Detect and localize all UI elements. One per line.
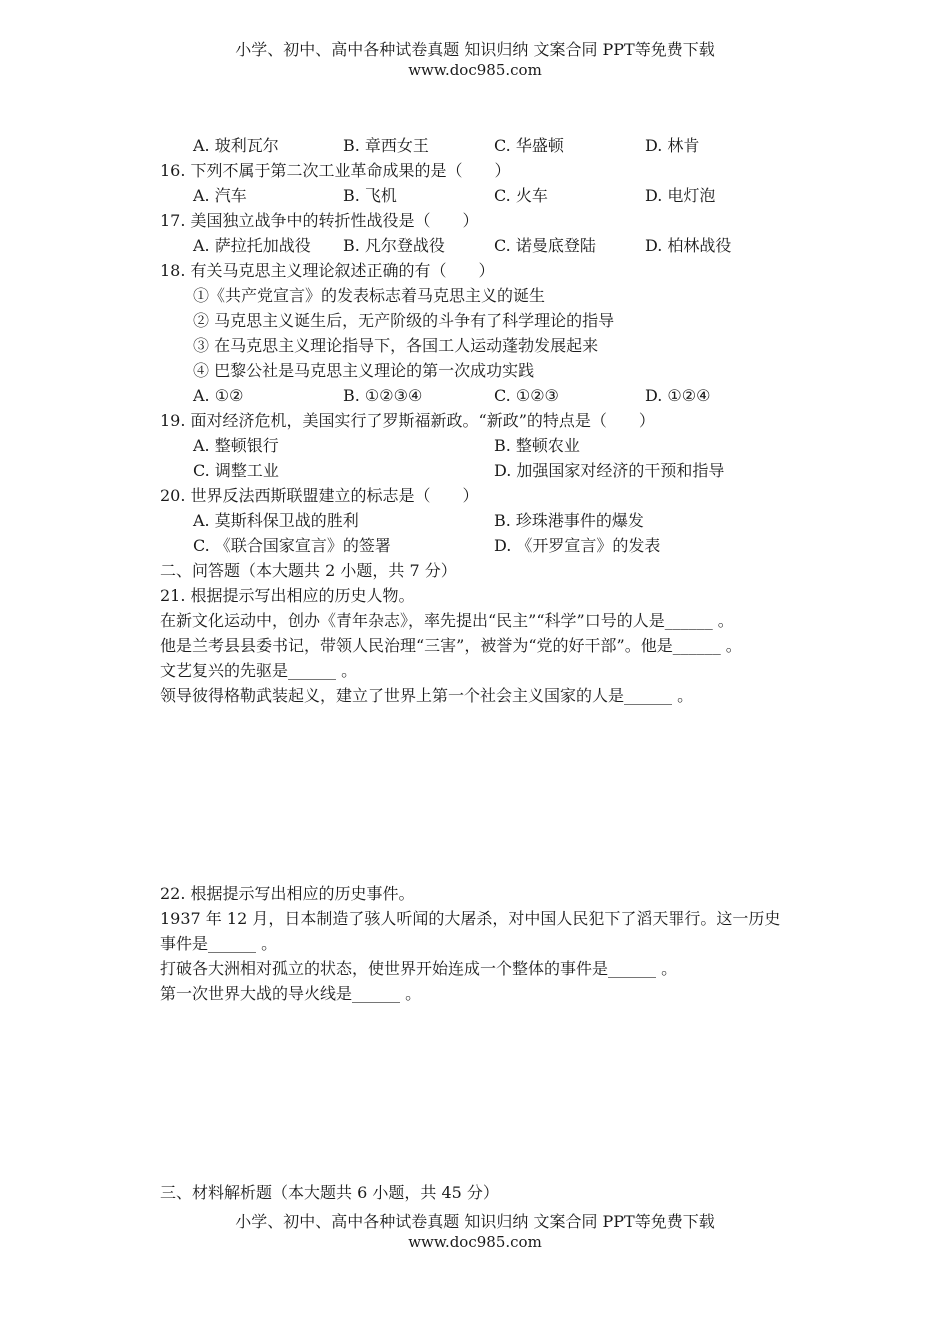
option-b: B. 章西女王 [343,136,429,155]
option-b: B. 珍珠港事件的爆发 [494,511,644,530]
fill-blank-line: 他是兰考县县委书记，带领人民治理“三害”，被誉为“党的好干部”。他是______ 。 [160,636,742,655]
option-d: D. 柏林战役 [645,236,732,255]
section-heading: 二、问答题（本大题共 2 小题，共 7 分） [160,561,457,580]
statement-1: ①《共产党宣言》的发表标志着马克思主义的诞生 [193,286,546,305]
fill-blank-line: 第一次世界大战的导火线是______ 。 [160,984,422,1003]
option-b: B. 飞机 [343,186,397,205]
option-c: C. 华盛顿 [494,136,564,155]
header-url: www.doc985.com [408,61,542,79]
option-a: A. 莫斯科保卫战的胜利 [193,511,359,530]
option-d: D. 电灯泡 [645,186,716,205]
statement-2: ② 马克思主义诞生后，无产阶级的斗争有了科学理论的指导 [193,311,615,330]
option-c: C. ①②③ [494,386,559,405]
question-20: 20. 世界反法西斯联盟建立的标志是（ ） [160,486,479,505]
option-d: D. 林肯 [645,136,700,155]
option-a: A. 萨拉托加战役 [193,236,311,255]
fill-blank-line: 领导彼得格勒武装起义，建立了世界上第一个社会主义国家的人是______ 。 [160,686,694,705]
option-d: D. 《开罗宣言》的发表 [494,536,661,555]
statement-3: ③ 在马克思主义理论指导下，各国工人运动蓬勃发展起来 [193,336,599,355]
option-a: A. 汽车 [193,186,247,205]
option-c: C. 《联合国家宣言》的签署 [193,536,391,555]
option-c: C. 诺曼底登陆 [494,236,596,255]
question-21: 21. 根据提示写出相应的历史人物。 [160,586,415,605]
fill-blank-line: 事件是______ 。 [160,934,278,953]
header-title: 小学、初中、高中各种试卷真题 知识归纳 文案合同 PPT等免费下载 [235,40,715,59]
option-b: B. ①②③④ [343,386,423,405]
statement-4: ④ 巴黎公社是马克思主义理论的第一次成功实践 [193,361,535,380]
fill-blank-line: 在新文化运动中，创办《青年杂志》，率先提出“民主”“科学”口号的人是______ 。 [160,611,734,630]
option-c: C. 调整工业 [193,461,279,480]
section-heading: 三、材料解析题（本大题共 6 小题，共 45 分） [160,1183,499,1202]
option-c: C. 火车 [494,186,548,205]
fill-blank-line: 1937 年 12 月，日本制造了骇人听闻的大屠杀，对中国人民犯下了滔天罪行。这一历史 [160,909,781,928]
fill-blank-line: 打破各大洲相对孤立的状态，使世界开始连成一个整体的事件是______ 。 [160,959,678,978]
question-17: 17. 美国独立战争中的转折性战役是（ ） [160,211,479,230]
question-16: 16. 下列不属于第二次工业革命成果的是（ ） [160,161,511,180]
option-a: A. 玻利瓦尔 [193,136,279,155]
option-a: A. 整顿银行 [193,436,279,455]
question-22: 22. 根据提示写出相应的历史事件。 [160,884,415,903]
footer-url: www.doc985.com [408,1233,542,1251]
question-19: 19. 面对经济危机，美国实行了罗斯福新政。“新政”的特点是（ ） [160,411,655,430]
option-d: D. ①②④ [645,386,711,405]
option-d: D. 加强国家对经济的干预和指导 [494,461,725,480]
footer-title: 小学、初中、高中各种试卷真题 知识归纳 文案合同 PPT等免费下载 [235,1212,715,1231]
option-b: B. 整顿农业 [494,436,580,455]
option-b: B. 凡尔登战役 [343,236,445,255]
fill-blank-line: 文艺复兴的先驱是______ 。 [160,661,358,680]
question-18: 18. 有关马克思主义理论叙述正确的有（ ） [160,261,495,280]
option-a: A. ①② [193,386,244,405]
